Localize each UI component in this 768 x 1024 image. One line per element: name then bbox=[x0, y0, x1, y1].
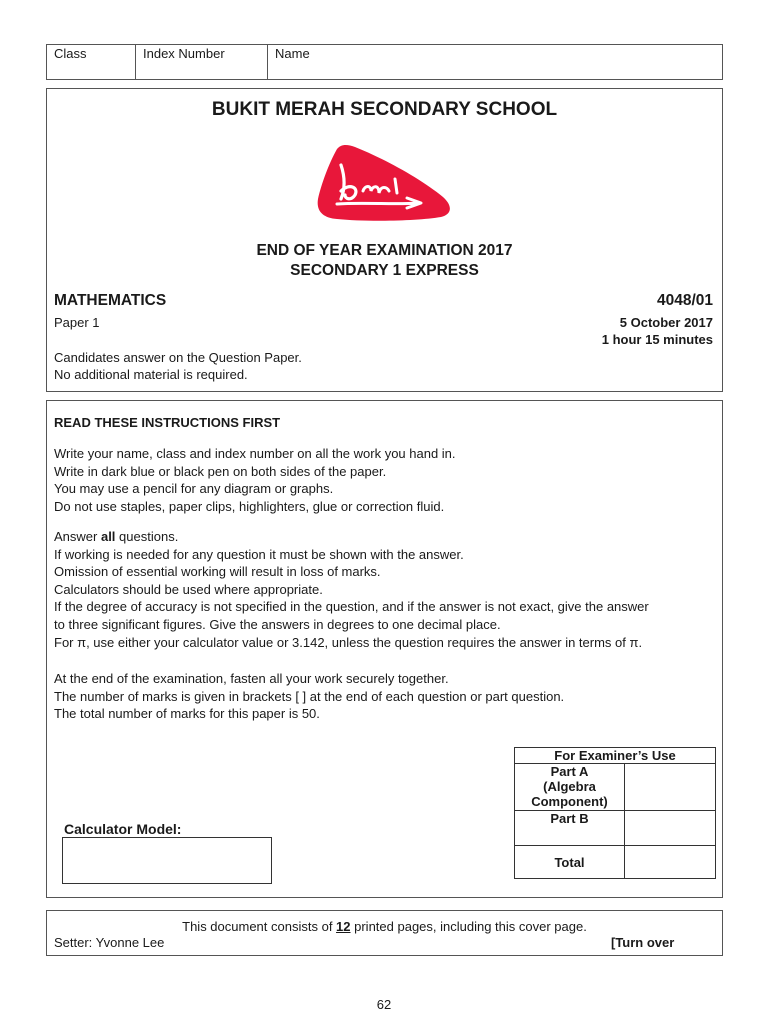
school-logo bbox=[315, 141, 455, 225]
part-b-score-cell[interactable] bbox=[625, 811, 716, 846]
candidate-info-row bbox=[46, 44, 723, 80]
instruction-line: For π, use either your calculator value or 3.142, unless the question requires the answer in terms of π. bbox=[54, 634, 643, 650]
examiner-table-heading: For Examiner’s Use bbox=[515, 748, 716, 764]
part-a-score-cell[interactable] bbox=[625, 764, 716, 811]
instruction-line: Write in dark blue or black pen on both sides of the paper. bbox=[54, 463, 387, 479]
exam-level: SECONDARY 1 EXPRESS bbox=[290, 262, 479, 279]
school-name: BUKIT MERAH SECONDARY SCHOOL bbox=[211, 99, 558, 120]
part-a-label bbox=[515, 764, 625, 811]
instruction-line: At the end of the examination, fasten all your work securely together. bbox=[54, 671, 449, 686]
index-number-label: Index Number bbox=[143, 46, 225, 61]
part-a-line: Component) bbox=[531, 794, 608, 809]
paper-code: 4048/01 bbox=[656, 292, 713, 309]
index-number-field[interactable] bbox=[136, 45, 268, 79]
subject: MATHEMATICS bbox=[54, 292, 167, 309]
instruction-line: If working is needed for any question it must be shown with the answer. bbox=[54, 546, 464, 562]
instructions-heading: READ THESE INSTRUCTIONS FIRST bbox=[54, 415, 281, 430]
document-info bbox=[47, 919, 722, 934]
logo-letter-i bbox=[395, 179, 397, 193]
exam-duration: 1 hour 15 minutes bbox=[601, 332, 713, 347]
instruction-line: The number of marks is given in brackets [ ] at the end of each question or part question. bbox=[54, 688, 565, 704]
page-number: 62 bbox=[376, 997, 392, 1012]
answer-prefix: Answer bbox=[54, 529, 101, 544]
exam-date: 5 October 2017 bbox=[619, 315, 713, 330]
part-b-label: Part B bbox=[515, 811, 625, 846]
examiner-use-table bbox=[514, 747, 716, 879]
instructions-paragraph bbox=[54, 670, 714, 723]
candidate-note: No additional material is required. bbox=[54, 367, 248, 382]
instruction-line: Write your name, class and index number on all the work you hand in. bbox=[54, 446, 456, 461]
instruction-line: Calculators should be used where appropriate. bbox=[54, 581, 323, 597]
answer-emphasis: all bbox=[100, 529, 116, 544]
logo-shape bbox=[318, 145, 450, 221]
answer-suffix: questions. bbox=[115, 529, 179, 544]
name-label: Name bbox=[275, 46, 310, 61]
name-field[interactable] bbox=[268, 45, 722, 79]
part-a-line: (Algebra bbox=[543, 779, 596, 794]
setter-name: Setter: Yvonne Lee bbox=[54, 935, 165, 950]
instruction-line: Omission of essential working will result in loss of marks. bbox=[54, 564, 381, 580]
cover-section bbox=[46, 88, 723, 392]
calculator-model-field[interactable] bbox=[62, 837, 272, 884]
calculator-model-label: Calculator Model: bbox=[64, 821, 182, 837]
turn-over-note: [Turn over bbox=[611, 935, 675, 950]
part-a-line: Part A bbox=[550, 764, 589, 779]
paper-number: Paper 1 bbox=[54, 315, 100, 330]
total-label: Total bbox=[515, 846, 625, 879]
instruction-line: The total number of marks for this paper is 50. bbox=[54, 706, 320, 722]
footer-section bbox=[46, 910, 723, 956]
instructions-paragraph bbox=[54, 528, 714, 651]
instruction-line bbox=[54, 528, 714, 546]
instruction-line: to three significant figures. Give the answers in degrees to one decimal place. bbox=[54, 616, 501, 632]
class-field[interactable] bbox=[47, 45, 136, 79]
instruction-line: If the degree of accuracy is not specified in the question, and if the answer is not exact, give the answer bbox=[54, 599, 649, 615]
instruction-line: Do not use staples, paper clips, highlighters, glue or correction fluid. bbox=[54, 498, 445, 514]
doc-info-suffix: printed pages, including this cover page. bbox=[350, 919, 587, 934]
doc-info-prefix: This document consists of bbox=[182, 919, 337, 934]
class-label: Class bbox=[54, 46, 87, 61]
candidate-note: Candidates answer on the Question Paper. bbox=[54, 350, 302, 365]
instructions-section bbox=[46, 400, 723, 898]
page-count: 12 bbox=[336, 919, 351, 934]
instructions-paragraph bbox=[54, 445, 714, 515]
exam-title: END OF YEAR EXAMINATION 2017 bbox=[256, 242, 513, 259]
total-score-cell[interactable] bbox=[625, 846, 716, 879]
instruction-line: You may use a pencil for any diagram or graphs. bbox=[54, 481, 334, 497]
